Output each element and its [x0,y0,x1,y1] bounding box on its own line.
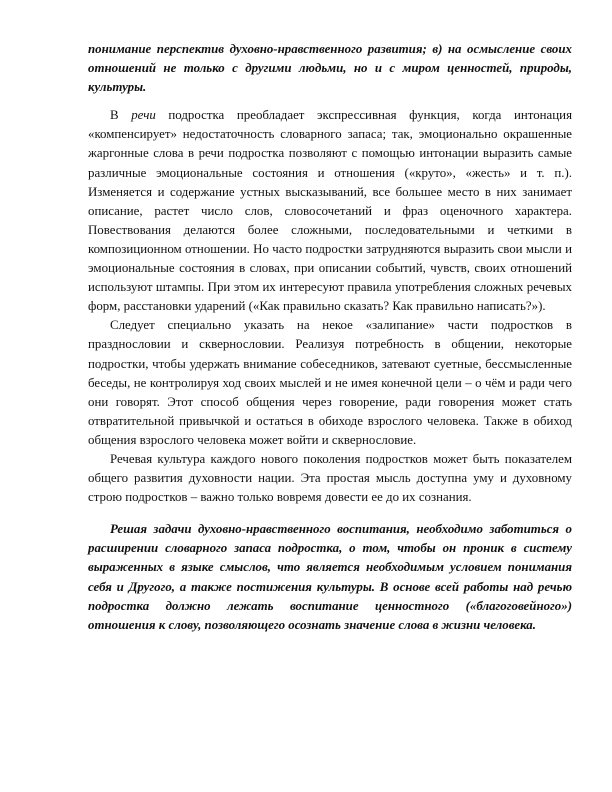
speech-emphasis: речи [131,108,156,123]
paragraph-conclusion: Решая задачи духовно-нравственного воспитания, необходимо заботиться о расширении словарного запаса подростка, о том, чтобы он проник в систему выраженных в языке смыслов, что является необходимым условием понимания себя и Другого, а также постижения культуры. В основе всей работы над речью подростка должно лежать воспитание ценностного («благоговейного») отношения к слову, позволяющего осознать значение слова в жизни человека. [88,522,572,632]
paragraph-intro-continuation: понимание перспектив духовно-нравственного развития; в) на осмысление своих отношений не только с другими людьми, но и с миром ценностей, природы, культуры. [88,42,572,95]
paragraph-speech-lead: В [110,108,132,123]
paragraph-speech-expressive [88,106,572,316]
paragraph-speech-body: подростка преобладает экспрессивная функция, когда интонация «компенсирует» недостаточность словарного запаса; так, эмоционально окрашенные жаргонные слова в речи подростка позволяют с помощью интонации выразить самые различные эмоциональные состояния и отношения («круто», «жесть» и т. п.). Изменяется и содержание устных высказываний, все большее место в них занимает описание, растет число слов, словосочетаний и фраз оценочного характера. Повествования делаются более сложными, последовательными и четкими в композиционном отношении. Но часто подростки затрудняются выразить свои мысли и эмоциональные состояния в словах, при описании событий, чувств, своих отношений используют штампы. При этом их интересуют правила употребления сложных речевых форм, расстановки ударений («Как правильно сказать? Как правильно написать?»). [88,108,572,314]
document-page [88,40,572,635]
paragraph-speech-culture: Речевая культура каждого нового поколения подростков может быть показателем общего развития духовности нации. Эта простая мысль доступна уму и духовному строю подростков – важно только вовремя довести ее до их сознания. [88,451,572,505]
paragraph-idle-talk: Следует специально указать на некое «залипание» части подростков в празднословии и сквернословии. Реализуя потребность в общении, некоторые подростки, чтобы удержать внимание собеседников, затевают суетные, бессмысленные беседы, не контролируя ход своих мыслей и не имея конечной цели – о чём и ради чего они говорят. Этот способ общения через говорение, ради говорения может стать отвратительной привычкой и остаться в обиходе взрослого человека. Также в обиход общения взрослого человека может войти и сквернословие. [88,318,572,447]
